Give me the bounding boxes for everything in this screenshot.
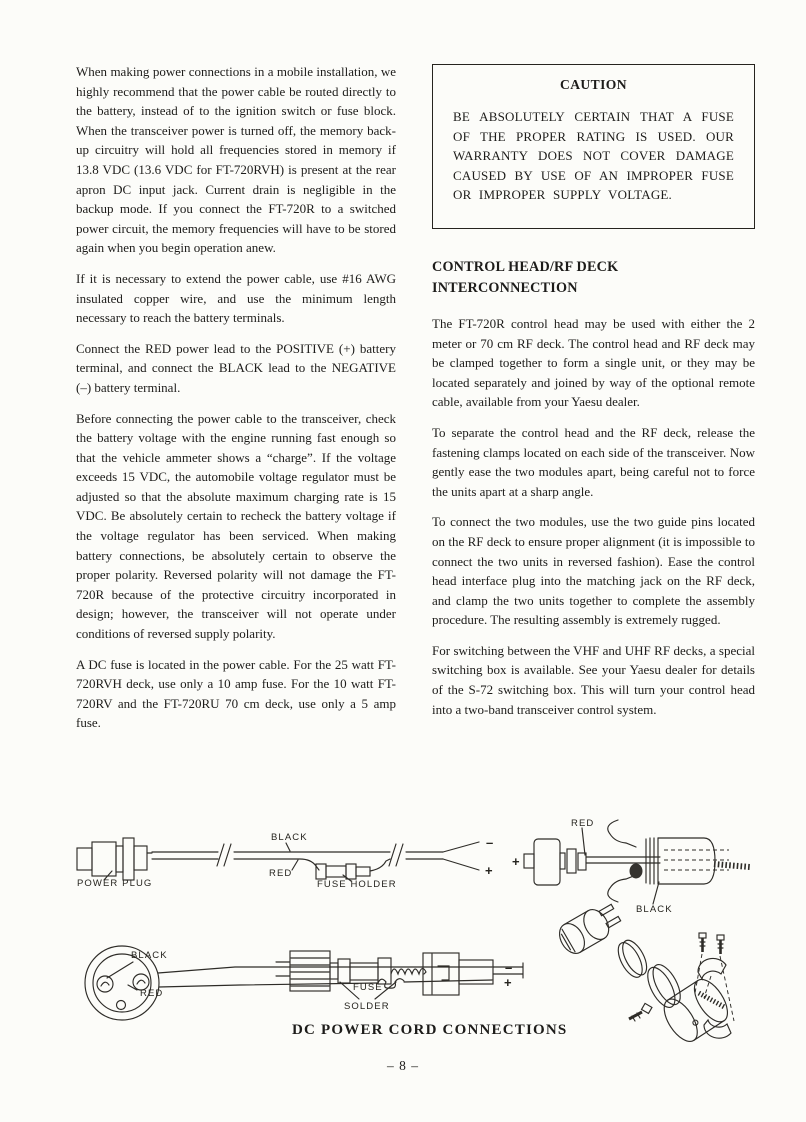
- body-paragraph: To separate the control head and the RF deck, release the fastening clamps located on each side of the transceiver. Now gently ease the two modules apart, being careful not to force the units apart at a sharp angle.: [432, 424, 755, 499]
- conn-red-label: RED: [140, 988, 164, 999]
- diagram-fuse-assembly: [276, 951, 523, 1012]
- caution-box: [432, 64, 755, 229]
- screw-small-icon: [629, 1003, 652, 1021]
- section-heading-line1: CONTROL HEAD/RF DECK: [432, 258, 619, 275]
- dc-power-cord-figure: [0, 816, 806, 1064]
- cable-plus-sign: +: [485, 863, 493, 878]
- screw-top-icons: [699, 933, 724, 954]
- solder-label: SOLDER: [344, 1001, 390, 1012]
- section-heading-line2: INTERCONNECTION: [432, 279, 578, 296]
- conn-minus-sign: –: [505, 960, 513, 975]
- body-paragraph: A DC fuse is located in the power cable. For the 25 watt FT-720RVH deck, use only a 10 amp fuse. For the 10 watt FT-720RV and the FT-720RU 70 cm deck, use only a 5 amp fuse.: [76, 656, 396, 731]
- body-paragraph: When making power connections in a mobile installation, we highly recommend that the power cable be routed directly to the battery, instead of to the ignition switch or fuse block. When the transceiver power is turned off, the memory back-up circuitry will hold all frequencies stored in memory if 13.8 VDC (13.6 VDC for FT-720RVH) is present at the rear apron DC input jack. Current drain is negligible in the backup mode. If you connect the FT-720R to a switched power circuit, the memory frequencies will have to be stored again when you begin operation anew.: [76, 64, 396, 256]
- conn-plus-sign: +: [504, 975, 512, 990]
- power-plug-label: POWER PLUG: [77, 878, 153, 889]
- diagram-lighter-plug-socket: [512, 818, 750, 915]
- cable-red-label: RED: [269, 868, 293, 879]
- body-paragraph: Connect the RED power lead to the POSITIVE (+) battery terminal, and connect the BLACK lead to the NEGATIVE (–) battery terminal.: [76, 340, 396, 395]
- plug-red-label: RED: [571, 818, 595, 829]
- body-paragraph: For switching between the VHF and UHF RF decks, a special switching box is available. See your Yaesu dealer for details of the S-72 switching box. This will turn your control head into a two-band transceiver control system.: [432, 642, 755, 717]
- right-column: [432, 62, 755, 730]
- plug-plus-sign: +: [512, 854, 520, 869]
- plug-black-label: BLACK: [636, 904, 673, 915]
- diagram-plug-exploded: [554, 899, 734, 1047]
- diagram-dc-connector: [85, 946, 512, 1020]
- fuse-label: FUSE: [353, 982, 383, 993]
- fuse-holder-label: FUSE HOLDER: [317, 879, 397, 890]
- cable-black-label: BLACK: [271, 832, 308, 843]
- caution-body: BE ABSOLUTELY CERTAIN THAT A FUSE OF THE PROPER RATING IS USED. OUR WARRANTY DOES NOT COVER DAMAGE CAUSED BY USE OF AN IMPROPER FUSE OR IMPROPER SUPPLY VOLTAGE.: [453, 109, 734, 203]
- caution-title: CAUTION: [560, 77, 627, 92]
- body-paragraph: To connect the two modules, use the two guide pins located on the RF deck to ensure proper alignment (it is impossible to connect the two units in reversed fashion). Ease the control head interface plug into the matching jack on the RF deck, and clamp the two units together to complete the assembly procedure. The resulting assembly is extremely rugged.: [432, 514, 755, 628]
- body-paragraph: If it is necessary to extend the power cable, use #16 AWG insulated copper wire, and use the minimum length necessary to reach the battery terminals.: [76, 270, 396, 326]
- cable-minus-sign: –: [486, 835, 494, 850]
- page-number: – 8 –: [387, 1058, 419, 1073]
- section-heading: [432, 257, 755, 299]
- conn-black-label: BLACK: [131, 950, 168, 961]
- figure-caption: DC POWER CORD CONNECTIONS: [292, 1022, 568, 1038]
- body-paragraph: The FT-720R control head may be used with either the 2 meter or 70 cm RF deck. The control head and RF deck may be clamped together to form a single unit, or they may be located separately and joined by way of the optional remote cable, available from your Yaesu dealer.: [432, 315, 755, 410]
- body-paragraph: Before connecting the power cable to the transceiver, check the battery voltage with the engine running fast enough so that the vehicle ammeter shows a “charge”. If the voltage exceeds 15 VDC, the automobile voltage regulator must be adjusted so that the absolute maximum charging rate is 15 VDC. Be absolutely certain to recheck the battery voltage if the voltage regulator has been serviced. When making battery connections, be absolutely certain to observe the proper polarity. Reversed polarity will not damage the FT-720R because of the protective circuitry incorporated in design; however, the transceiver will not operate under conditions of reversed supply polarity.: [76, 410, 396, 642]
- diagram-power-cable: [77, 832, 493, 890]
- left-column: [76, 62, 396, 744]
